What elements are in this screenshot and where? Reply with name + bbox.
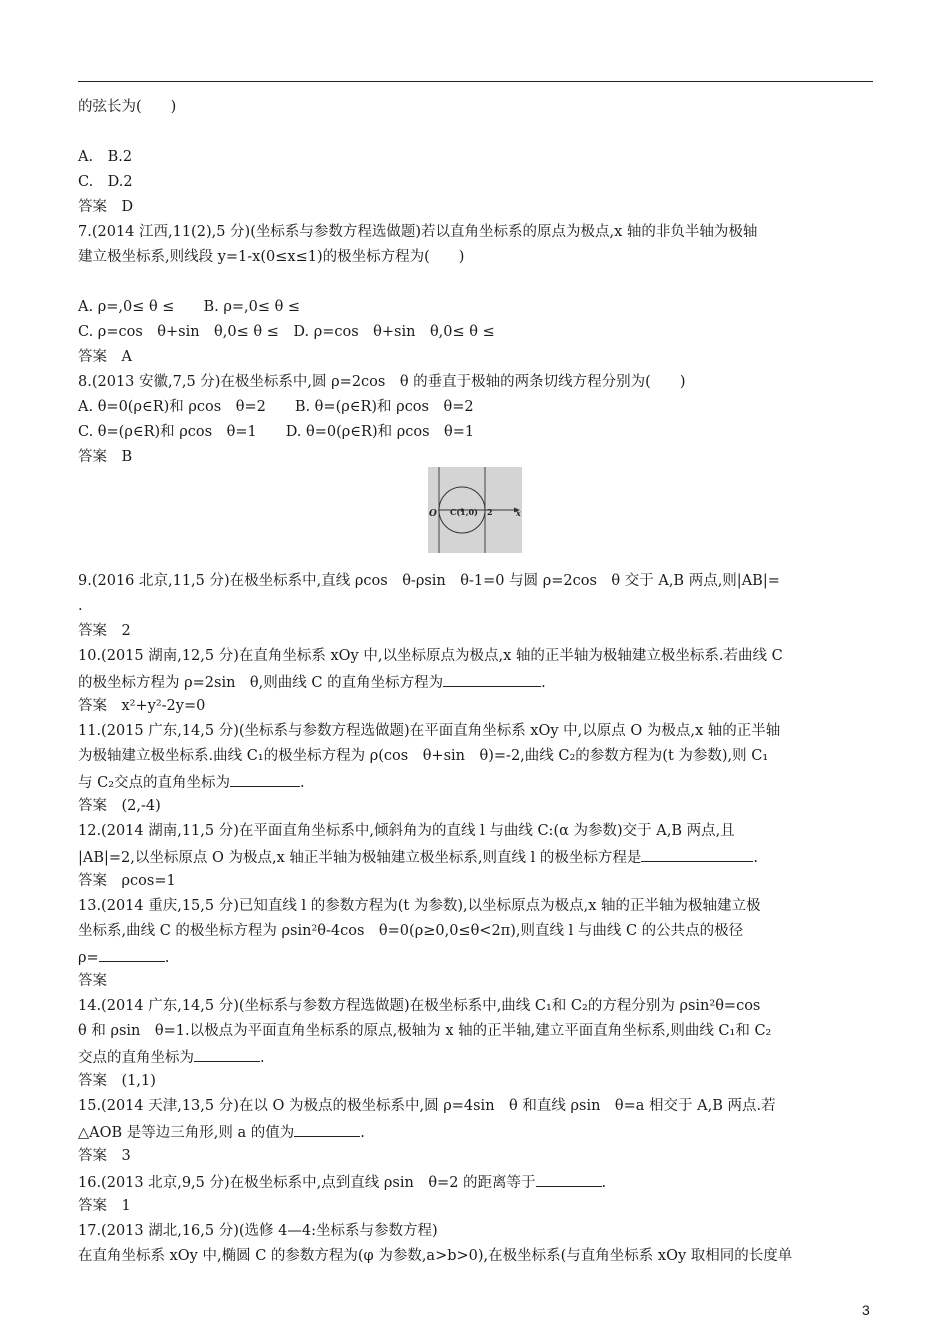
- page-number: 3: [862, 1302, 870, 1318]
- answer-line: 答案 (2,-4): [78, 798, 161, 814]
- question-7: 7.(2014 江西,11(2),5 分)(坐标系与参数方程选做题)若以直角坐标系的原点为极点,x 轴的非负半轴为极轴: [78, 224, 758, 240]
- text-line: A. ρ=,0≤ θ ≤ B. ρ=,0≤ θ ≤: [78, 299, 301, 315]
- period: .: [360, 1125, 365, 1141]
- answer-blank: [443, 672, 541, 687]
- text-line: 的弦长为( ): [78, 99, 177, 115]
- text-segment: 16.(2013 北京,9,5 分)在极坐标系中,点到直线 ρsin θ=2 的距离等于: [78, 1175, 536, 1191]
- text-segment: 的极坐标方程为 ρ=2sin θ,则曲线 C 的直角坐标方程为: [78, 675, 444, 691]
- text-line: [78, 1047, 265, 1067]
- answer-blank: [536, 1172, 602, 1187]
- text-line: [78, 847, 758, 867]
- text-line: .: [78, 598, 83, 614]
- answer-line: 答案 3: [78, 1148, 131, 1164]
- answer-blank: [194, 1047, 260, 1062]
- question-17: 17.(2013 湖北,16,5 分)(选修 4—4:坐标系与参数方程): [78, 1223, 438, 1239]
- text-line: [78, 672, 546, 692]
- origin-label: O: [429, 509, 437, 519]
- text-segment: 交点的直角坐标为: [78, 1050, 194, 1066]
- question-15: 15.(2014 天津,13,5 分)在以 O 为极点的极坐标系中,圆 ρ=4sin θ 和直线 ρsin θ=a 相交于 A,B 两点.若: [78, 1098, 776, 1114]
- question-14: 14.(2014 广东,14,5 分)(坐标系与参数方程选做题)在极坐标系中,曲线 C₁和 C₂的方程分别为 ρsin²θ=cos: [78, 998, 761, 1014]
- answer-line: 答案 x²+y²-2y=0: [78, 698, 206, 714]
- answer-line: 答案: [78, 973, 107, 989]
- text-line: [78, 1122, 365, 1142]
- question-13: 13.(2014 重庆,15,5 分)已知直线 l 的参数方程为(t 为参数),以坐标原点为极点,x 轴的正半轴为极轴建立极: [78, 898, 761, 914]
- answer-blank: [641, 847, 753, 862]
- text-line: 为极轴建立极坐标系.曲线 C₁的极坐标方程为 ρ(cos θ+sin θ)=-2,曲线 C₂的参数方程为(t 为参数),则 C₁: [78, 748, 769, 764]
- text-segment: ρ=: [78, 950, 99, 966]
- text-line: 在直角坐标系 xOy 中,椭圆 C 的参数方程为(φ 为参数,a>b>0),在极坐标系(与直角坐标系 xOy 取相同的长度单: [78, 1248, 793, 1264]
- tick-label: 2: [487, 507, 493, 517]
- question-10: 10.(2015 湖南,12,5 分)在直角坐标系 xOy 中,以坐标原点为极点,x 轴的正半轴为极轴建立极坐标系.若曲线 C: [78, 648, 783, 664]
- question-8: 8.(2013 安徽,7,5 分)在极坐标系中,圆 ρ=2cos θ 的垂直于极轴的两条切线方程分别为( ): [78, 374, 686, 390]
- period: .: [300, 775, 305, 791]
- answer-line: 答案 2: [78, 623, 131, 639]
- text-segment: △AOB 是等边三角形,则 a 的值为: [78, 1125, 295, 1141]
- answer-line: 答案 (1,1): [78, 1073, 156, 1089]
- text-line: [78, 772, 305, 792]
- answer-blank: [230, 772, 300, 787]
- answer-line: 答案 D: [78, 199, 134, 215]
- text-line: 建立极坐标系,则线段 y=1-x(0≤x≤1)的极坐标方程为( ): [78, 249, 465, 265]
- question-16: [78, 1172, 606, 1192]
- text-line: C. θ=(ρ∈R)和 ρcos θ=1 D. θ=0(ρ∈R)和 ρcos θ=1: [78, 424, 475, 440]
- circle-figure: [428, 467, 522, 553]
- period: .: [601, 1175, 607, 1191]
- center-label: C(1,0): [450, 507, 478, 517]
- period: .: [753, 850, 758, 866]
- text-line: [78, 947, 169, 967]
- answer-blank: [294, 1122, 360, 1137]
- answer-blank: [99, 947, 165, 962]
- answer-line: 答案 ρcos=1: [78, 873, 176, 889]
- text-line: C. D.2: [78, 174, 133, 190]
- period: .: [541, 675, 546, 691]
- question-11: 11.(2015 广东,14,5 分)(坐标系与参数方程选做题)在平面直角坐标系 xOy 中,以原点 O 为极点,x 轴的正半轴: [78, 723, 781, 739]
- question-9: 9.(2016 北京,11,5 分)在极坐标系中,直线 ρcos θ-ρsin θ-1=0 与圆 ρ=2cos θ 交于 A,B 两点,则|AB|=: [78, 573, 780, 589]
- text-line: θ 和 ρsin θ=1.以极点为平面直角坐标系的原点,极轴为 x 轴的正半轴,建立平面直角坐标系,则曲线 C₁和 C₂: [78, 1023, 772, 1039]
- axis-label: x: [516, 508, 521, 518]
- period: .: [260, 1050, 265, 1066]
- text-line: A. θ=0(ρ∈R)和 ρcos θ=2 B. θ=(ρ∈R)和 ρcos θ=2: [78, 399, 474, 415]
- text-line: A. B.2: [78, 149, 133, 165]
- text-segment: 与 C₂交点的直角坐标为: [78, 775, 231, 791]
- period: .: [164, 950, 170, 966]
- answer-line: 答案 1: [78, 1198, 131, 1214]
- header-rule: [78, 81, 873, 82]
- text-segment: |AB|=2,以坐标原点 O 为极点,x 轴正半轴为极轴建立极坐标系,则直线 l 的极坐标方程是: [78, 850, 642, 866]
- text-line: C. ρ=cos θ+sin θ,0≤ θ ≤ D. ρ=cos θ+sin θ,0≤ θ ≤: [78, 324, 495, 340]
- answer-line: 答案 A: [78, 349, 132, 365]
- question-12: 12.(2014 湖南,11,5 分)在平面直角坐标系中,倾斜角为的直线 l 与曲线 C:(α 为参数)交于 A,B 两点,且: [78, 823, 735, 839]
- text-line: 坐标系,曲线 C 的极坐标方程为 ρsin²θ-4cos θ=0(ρ≥0,0≤θ<2π),则直线 l 与曲线 C 的公共点的极径: [78, 923, 744, 939]
- answer-line: 答案 B: [78, 449, 133, 465]
